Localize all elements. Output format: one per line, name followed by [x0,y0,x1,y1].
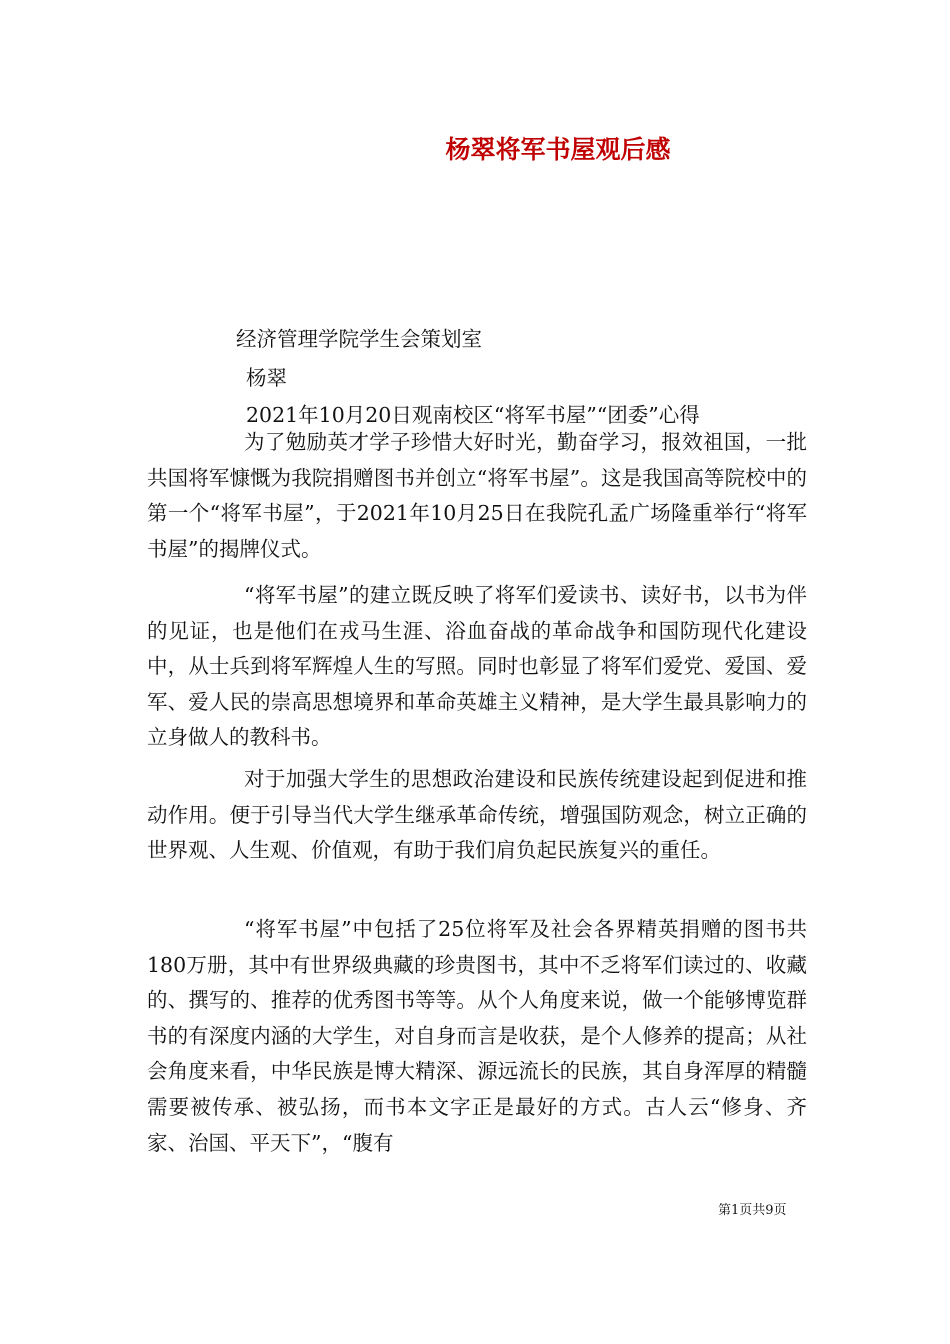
date-line: 2021年10月20日观南校区“将军书屋”“团委”心得 [246,403,700,427]
paragraph-4: “将军书屋”中包括了25位将军及社会各界精英捐赠的图书共180万册，其中有世界级典藏的珍贵图书，其中不乏将军们读过的、收藏的、撰写的、推荐的优秀图书等等。从个人角度来说，做一个能够博览群书的有深度内涵的大学生，对自身而言是收获，是个人修养的提高；从社会角度来看，中华民族是博大精深、源远流长的民族，其自身浑厚的精髓需要被传承、被弘扬，而书本文字正是最好的方式。古人云“修身、齐家、治国、平天下”，“腹有 [147,917,807,1155]
paragraph-3: 对于加强大学生的思想政治建设和民族传统建设起到促进和推动作用。便于引导当代大学生继承革命传统，增强国防观念，树立正确的世界观、人生观、价值观，有助于我们肩负起民族复兴的重任。 [147,767,807,863]
paragraph-2: “将军书屋”的建立既反映了将军们爱读书、读好书，以书为伴的见证，也是他们在戎马生涯、浴血奋战的革命战争和国防现代化建设中，从士兵到将军辉煌人生的写照。同时也彰显了将军们爱党、爱国、爱军、爱人民的崇高思想境界和革命英雄主义精神，是大学生最具影响力的立身做人的教科书。 [147,583,807,750]
page-number-footer: 第1页共9页 [718,1203,787,1218]
paragraph-1: 为了勉励英才学子珍惜大好时光，勤奋学习，报效祖国，一批共国将军慷慨为我院捐赠图书并创立“将军书屋”。这是我国高等院校中的第一个“将军书屋”，于2021年10月25日在我院孔孟广场隆重举行“将军书屋”的揭牌仪式。 [147,430,807,561]
department-line: 经济管理学院学生会策划室 [236,327,482,351]
document-title: 杨翠将军书屋观后感 [445,135,671,164]
author-line: 杨翠 [246,366,287,390]
